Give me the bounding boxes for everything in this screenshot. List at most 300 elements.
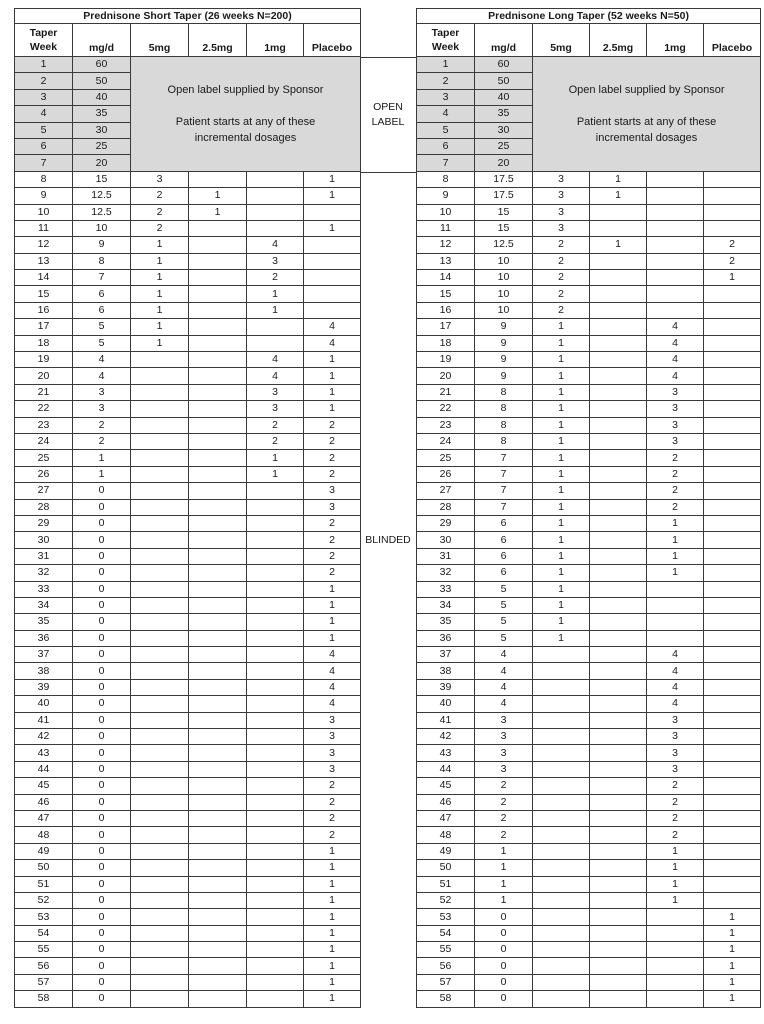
- 2-5mg-cell: [189, 597, 247, 613]
- 5mg-cell: [131, 696, 189, 712]
- mg-per-day-cell: 10: [475, 270, 533, 286]
- table-row: [15, 679, 361, 695]
- mg-per-day-cell: 6: [475, 532, 533, 548]
- placebo-cell: 2: [304, 565, 361, 581]
- mg-per-day-cell: 3: [475, 729, 533, 745]
- 2-5mg-cell: [189, 663, 247, 679]
- 2-5mg-cell: [590, 876, 647, 892]
- 2-5mg-cell: [590, 433, 647, 449]
- 1mg-cell: [247, 729, 304, 745]
- 2-5mg-cell: [189, 630, 247, 646]
- taper-week-cell: 50: [15, 860, 73, 876]
- 5mg-cell: [533, 794, 590, 810]
- table-row: [15, 827, 361, 843]
- open-label-line-2: LABEL: [371, 115, 405, 128]
- 5mg-cell: [131, 843, 189, 859]
- 5mg-cell: [131, 581, 189, 597]
- 2-5mg-cell: [189, 286, 247, 302]
- placebo-cell: 2: [304, 548, 361, 564]
- table-row: [15, 220, 361, 236]
- mg-per-day-cell: 0: [475, 909, 533, 925]
- 2-5mg-cell: [590, 827, 647, 843]
- table-row: [417, 827, 761, 843]
- table-row: [417, 778, 761, 794]
- table-row: [15, 696, 361, 712]
- open-label-note: [131, 57, 361, 172]
- placebo-cell: [704, 302, 761, 318]
- placebo-cell: 4: [304, 696, 361, 712]
- table-row: [417, 696, 761, 712]
- 5mg-cell: 1: [533, 515, 590, 531]
- taper-week-cell: 6: [417, 138, 475, 154]
- table-row: [417, 745, 761, 761]
- 5mg-cell: [131, 794, 189, 810]
- placebo-cell: 2: [704, 237, 761, 253]
- table-row: [417, 270, 761, 286]
- taper-week-cell: 44: [417, 761, 475, 777]
- 5mg-cell: 1: [533, 597, 590, 613]
- 5mg-cell: 1: [131, 319, 189, 335]
- 5mg-cell: [533, 647, 590, 663]
- 5mg-cell: [131, 614, 189, 630]
- mg-per-day-cell: 0: [73, 581, 131, 597]
- 5mg-cell: [131, 974, 189, 990]
- placebo-cell: 4: [304, 647, 361, 663]
- 2-5mg-cell: [590, 974, 647, 990]
- taper-week-cell: 41: [15, 712, 73, 728]
- 5mg-cell: 1: [131, 286, 189, 302]
- table-row: [15, 843, 361, 859]
- mg-per-day-cell: 8: [475, 417, 533, 433]
- table-row: [15, 499, 361, 515]
- taper-week-cell: 16: [417, 302, 475, 318]
- mg-per-day-cell: 1: [475, 876, 533, 892]
- 5mg-cell: [533, 745, 590, 761]
- 2-5mg-cell: [189, 876, 247, 892]
- 1mg-cell: 4: [647, 352, 704, 368]
- table-row: [15, 237, 361, 253]
- mg-per-day-cell: 4: [475, 696, 533, 712]
- table-row: [417, 532, 761, 548]
- 1mg-cell: [647, 204, 704, 220]
- table-row: [15, 810, 361, 826]
- 5mg-cell: 1: [533, 433, 590, 449]
- 1mg-cell: 4: [647, 663, 704, 679]
- 1mg-cell: [647, 991, 704, 1007]
- 5mg-cell: [533, 958, 590, 974]
- mg-per-day-cell: 0: [73, 712, 131, 728]
- taper-week-cell: 24: [417, 433, 475, 449]
- placebo-cell: 2: [304, 778, 361, 794]
- placebo-cell: 1: [304, 384, 361, 400]
- table-row: [417, 499, 761, 515]
- table-row: [417, 433, 761, 449]
- placebo-cell: 4: [304, 319, 361, 335]
- 2-5mg-cell: [189, 991, 247, 1007]
- 5mg-cell: [131, 384, 189, 400]
- mg-per-day-cell: 7: [475, 450, 533, 466]
- placebo-cell: [704, 630, 761, 646]
- 1mg-cell: [247, 548, 304, 564]
- placebo-cell: [704, 417, 761, 433]
- mg-per-day-cell: 0: [73, 515, 131, 531]
- header-mg-per-day: mg/d: [475, 24, 533, 57]
- table-row: [15, 630, 361, 646]
- mg-per-day-cell: 9: [475, 335, 533, 351]
- 1mg-cell: [247, 892, 304, 908]
- taper-week-cell: 2: [15, 73, 73, 89]
- taper-week-cell: 1: [15, 57, 73, 73]
- placebo-cell: 1: [304, 974, 361, 990]
- 2-5mg-cell: [189, 253, 247, 269]
- 2-5mg-cell: [590, 892, 647, 908]
- taper-week-cell: 11: [417, 220, 475, 236]
- mg-per-day-cell: 1: [475, 892, 533, 908]
- table-row: [417, 352, 761, 368]
- table-row: [417, 925, 761, 941]
- 2-5mg-cell: [189, 483, 247, 499]
- table-row: [15, 925, 361, 941]
- placebo-cell: [704, 319, 761, 335]
- mg-per-day-cell: 6: [73, 286, 131, 302]
- table-row: [417, 892, 761, 908]
- 2-5mg-cell: [189, 614, 247, 630]
- mg-per-day-cell: 3: [73, 401, 131, 417]
- table-row: [15, 548, 361, 564]
- 2-5mg-cell: [189, 565, 247, 581]
- placebo-cell: 3: [304, 729, 361, 745]
- 1mg-cell: [647, 614, 704, 630]
- taper-week-cell: 29: [15, 515, 73, 531]
- 2-5mg-cell: [590, 220, 647, 236]
- taper-week-cell: 2: [417, 73, 475, 89]
- 2-5mg-cell: 1: [590, 188, 647, 204]
- placebo-cell: 1: [304, 220, 361, 236]
- 2-5mg-cell: [189, 237, 247, 253]
- placebo-cell: [704, 499, 761, 515]
- placebo-cell: [704, 745, 761, 761]
- taper-week-cell: 23: [15, 417, 73, 433]
- taper-week-cell: 48: [417, 827, 475, 843]
- 5mg-cell: 1: [533, 630, 590, 646]
- 2-5mg-cell: [189, 778, 247, 794]
- mg-per-day-cell: 5: [475, 581, 533, 597]
- 1mg-cell: [647, 597, 704, 613]
- placebo-cell: 1: [304, 352, 361, 368]
- taper-week-cell: 58: [15, 991, 73, 1007]
- 5mg-cell: 1: [533, 319, 590, 335]
- taper-week-cell: 38: [15, 663, 73, 679]
- placebo-cell: [704, 679, 761, 695]
- 2-5mg-cell: [590, 466, 647, 482]
- 5mg-cell: 2: [533, 286, 590, 302]
- table-row: [15, 794, 361, 810]
- taper-week-cell: 8: [417, 171, 475, 187]
- taper-week-cell: 10: [15, 204, 73, 220]
- placebo-cell: [704, 515, 761, 531]
- table-row: [417, 729, 761, 745]
- taper-week-cell: 43: [15, 745, 73, 761]
- open-label-note-line: incremental dosages: [595, 131, 698, 144]
- taper-week-cell: 46: [15, 794, 73, 810]
- 1mg-cell: 1: [647, 532, 704, 548]
- 1mg-cell: 3: [247, 401, 304, 417]
- 5mg-cell: [533, 729, 590, 745]
- mg-per-day-cell: 35: [475, 106, 533, 122]
- mg-per-day-cell: 30: [73, 122, 131, 138]
- placebo-cell: 1: [704, 991, 761, 1007]
- 1mg-cell: 4: [247, 368, 304, 384]
- taper-week-cell: 42: [417, 729, 475, 745]
- mg-per-day-cell: 4: [475, 647, 533, 663]
- placebo-cell: 1: [304, 368, 361, 384]
- 5mg-cell: [533, 679, 590, 695]
- placebo-cell: [704, 565, 761, 581]
- 1mg-cell: 1: [247, 302, 304, 318]
- taper-week-cell: 51: [417, 876, 475, 892]
- 2-5mg-cell: [590, 745, 647, 761]
- 2-5mg-cell: [590, 483, 647, 499]
- 5mg-cell: [131, 810, 189, 826]
- 1mg-cell: 2: [647, 810, 704, 826]
- 1mg-cell: [247, 597, 304, 613]
- 2-5mg-cell: [590, 352, 647, 368]
- placebo-cell: 1: [704, 270, 761, 286]
- table-row: [15, 909, 361, 925]
- 1mg-cell: 1: [647, 515, 704, 531]
- 5mg-cell: [533, 909, 590, 925]
- mg-per-day-cell: 0: [73, 876, 131, 892]
- mg-per-day-cell: 5: [475, 630, 533, 646]
- taper-week-cell: 21: [417, 384, 475, 400]
- header-1mg: 1mg: [247, 24, 304, 57]
- 5mg-cell: [131, 433, 189, 449]
- table-row: [417, 876, 761, 892]
- 5mg-cell: 2: [533, 270, 590, 286]
- mg-per-day-cell: 3: [475, 761, 533, 777]
- taper-week-cell: 28: [417, 499, 475, 515]
- mg-per-day-cell: 40: [475, 89, 533, 105]
- 1mg-cell: [647, 220, 704, 236]
- placebo-cell: 2: [304, 515, 361, 531]
- 2-5mg-cell: [189, 499, 247, 515]
- table-row: [15, 860, 361, 876]
- placebo-cell: 3: [304, 499, 361, 515]
- mg-per-day-cell: 2: [475, 827, 533, 843]
- 1mg-cell: 2: [647, 483, 704, 499]
- 5mg-cell: 2: [533, 253, 590, 269]
- 1mg-cell: [647, 974, 704, 990]
- placebo-cell: 4: [304, 679, 361, 695]
- 5mg-cell: [533, 942, 590, 958]
- 1mg-cell: 1: [647, 565, 704, 581]
- taper-week-cell: 46: [417, 794, 475, 810]
- mg-per-day-cell: 0: [73, 630, 131, 646]
- 2-5mg-cell: [189, 843, 247, 859]
- table-row: [417, 335, 761, 351]
- header-5mg: 5mg: [533, 24, 590, 57]
- 1mg-cell: [647, 942, 704, 958]
- mg-per-day-cell: 4: [475, 663, 533, 679]
- taper-week-cell: 30: [15, 532, 73, 548]
- table-row: [15, 942, 361, 958]
- 5mg-cell: 3: [533, 220, 590, 236]
- mg-per-day-cell: 40: [73, 89, 131, 105]
- 5mg-cell: [131, 548, 189, 564]
- 1mg-cell: [247, 171, 304, 187]
- placebo-cell: [704, 810, 761, 826]
- placebo-cell: 2: [304, 532, 361, 548]
- table-row: [15, 302, 361, 318]
- taper-week-cell: 13: [15, 253, 73, 269]
- 5mg-cell: [131, 450, 189, 466]
- taper-week-cell: 19: [15, 352, 73, 368]
- 1mg-cell: [247, 843, 304, 859]
- table-row: [417, 991, 761, 1007]
- 5mg-cell: 2: [131, 220, 189, 236]
- mg-per-day-cell: 9: [475, 319, 533, 335]
- 2-5mg-cell: [189, 581, 247, 597]
- placebo-cell: [304, 270, 361, 286]
- 2-5mg-cell: [189, 548, 247, 564]
- 2-5mg-cell: 1: [189, 188, 247, 204]
- 1mg-cell: 2: [247, 417, 304, 433]
- 5mg-cell: 2: [533, 237, 590, 253]
- placebo-cell: 1: [304, 860, 361, 876]
- taper-week-cell: 31: [15, 548, 73, 564]
- table-row: [15, 958, 361, 974]
- open-label-note-line: Patient starts at any of these: [175, 115, 316, 128]
- mg-per-day-cell: 0: [73, 745, 131, 761]
- 2-5mg-cell: [189, 860, 247, 876]
- table-row: [15, 614, 361, 630]
- placebo-cell: [704, 860, 761, 876]
- table-row: [15, 876, 361, 892]
- 2-5mg-cell: [189, 958, 247, 974]
- 1mg-cell: [647, 286, 704, 302]
- open-label-row: [417, 57, 761, 73]
- 2-5mg-cell: [189, 352, 247, 368]
- taper-week-cell: 39: [417, 679, 475, 695]
- 1mg-cell: [247, 925, 304, 941]
- short-taper-table: [14, 8, 361, 1008]
- placebo-cell: 3: [304, 745, 361, 761]
- taper-week-cell: 12: [15, 237, 73, 253]
- taper-week-cell: 30: [417, 532, 475, 548]
- taper-week-cell: 3: [15, 89, 73, 105]
- mg-per-day-cell: 0: [73, 548, 131, 564]
- mg-per-day-cell: 0: [73, 761, 131, 777]
- mg-per-day-cell: 2: [475, 794, 533, 810]
- 5mg-cell: [533, 810, 590, 826]
- 5mg-cell: [131, 515, 189, 531]
- taper-week-cell: 21: [15, 384, 73, 400]
- 1mg-cell: 1: [247, 450, 304, 466]
- 5mg-cell: [131, 991, 189, 1007]
- mg-per-day-cell: 5: [73, 335, 131, 351]
- header-2-5mg: 2.5mg: [189, 24, 247, 57]
- 2-5mg-cell: [189, 909, 247, 925]
- table-row: [417, 909, 761, 925]
- taper-week-cell: 56: [15, 958, 73, 974]
- mg-per-day-cell: 7: [475, 499, 533, 515]
- 2-5mg-cell: [590, 302, 647, 318]
- table-row: [15, 401, 361, 417]
- 1mg-cell: [247, 778, 304, 794]
- taper-week-cell: 26: [15, 466, 73, 482]
- taper-week-cell: 44: [15, 761, 73, 777]
- taper-week-cell: 22: [417, 401, 475, 417]
- table-row: [15, 188, 361, 204]
- 1mg-cell: [647, 237, 704, 253]
- 5mg-cell: 1: [533, 614, 590, 630]
- placebo-cell: [704, 581, 761, 597]
- table-row: [417, 974, 761, 990]
- mg-per-day-cell: 0: [73, 843, 131, 859]
- 1mg-cell: [247, 712, 304, 728]
- taper-week-cell: 15: [15, 286, 73, 302]
- table-row: [15, 204, 361, 220]
- taper-week-cell: 5: [15, 122, 73, 138]
- note-spacer: [131, 98, 360, 114]
- mg-per-day-cell: 2: [475, 810, 533, 826]
- table-row: [15, 712, 361, 728]
- 2-5mg-cell: 1: [189, 204, 247, 220]
- taper-week-cell: 14: [417, 270, 475, 286]
- taper-week-cell: 23: [417, 417, 475, 433]
- 2-5mg-cell: [189, 696, 247, 712]
- table-row: [417, 220, 761, 236]
- 1mg-cell: [647, 958, 704, 974]
- 2-5mg-cell: [590, 417, 647, 433]
- 1mg-cell: 3: [647, 745, 704, 761]
- taper-week-cell: 40: [15, 696, 73, 712]
- long-taper-title: Prednisone Long Taper (52 weeks N=50): [417, 9, 761, 24]
- 5mg-cell: 1: [533, 384, 590, 400]
- 5mg-cell: [131, 892, 189, 908]
- taper-week-cell: 22: [15, 401, 73, 417]
- 2-5mg-cell: [189, 433, 247, 449]
- 5mg-cell: [131, 532, 189, 548]
- placebo-cell: 1: [304, 581, 361, 597]
- mg-per-day-cell: 7: [73, 270, 131, 286]
- table-row: [417, 237, 761, 253]
- mg-per-day-cell: 5: [475, 597, 533, 613]
- placebo-cell: [704, 433, 761, 449]
- 2-5mg-cell: [590, 450, 647, 466]
- 2-5mg-cell: [590, 204, 647, 220]
- 2-5mg-cell: [590, 597, 647, 613]
- mg-per-day-cell: 15: [73, 171, 131, 187]
- 2-5mg-cell: [189, 729, 247, 745]
- placebo-cell: [704, 548, 761, 564]
- 5mg-cell: [131, 597, 189, 613]
- 1mg-cell: [247, 696, 304, 712]
- 1mg-cell: 4: [647, 647, 704, 663]
- taper-week-cell: 53: [15, 909, 73, 925]
- mg-per-day-cell: 0: [73, 499, 131, 515]
- 2-5mg-cell: [590, 319, 647, 335]
- taper-week-cell: 6: [15, 138, 73, 154]
- table-row: [15, 778, 361, 794]
- table-row: [15, 384, 361, 400]
- 2-5mg-cell: [590, 647, 647, 663]
- 1mg-cell: 4: [247, 237, 304, 253]
- 2-5mg-cell: [590, 729, 647, 745]
- 1mg-cell: [247, 515, 304, 531]
- 5mg-cell: [131, 679, 189, 695]
- 5mg-cell: 1: [131, 302, 189, 318]
